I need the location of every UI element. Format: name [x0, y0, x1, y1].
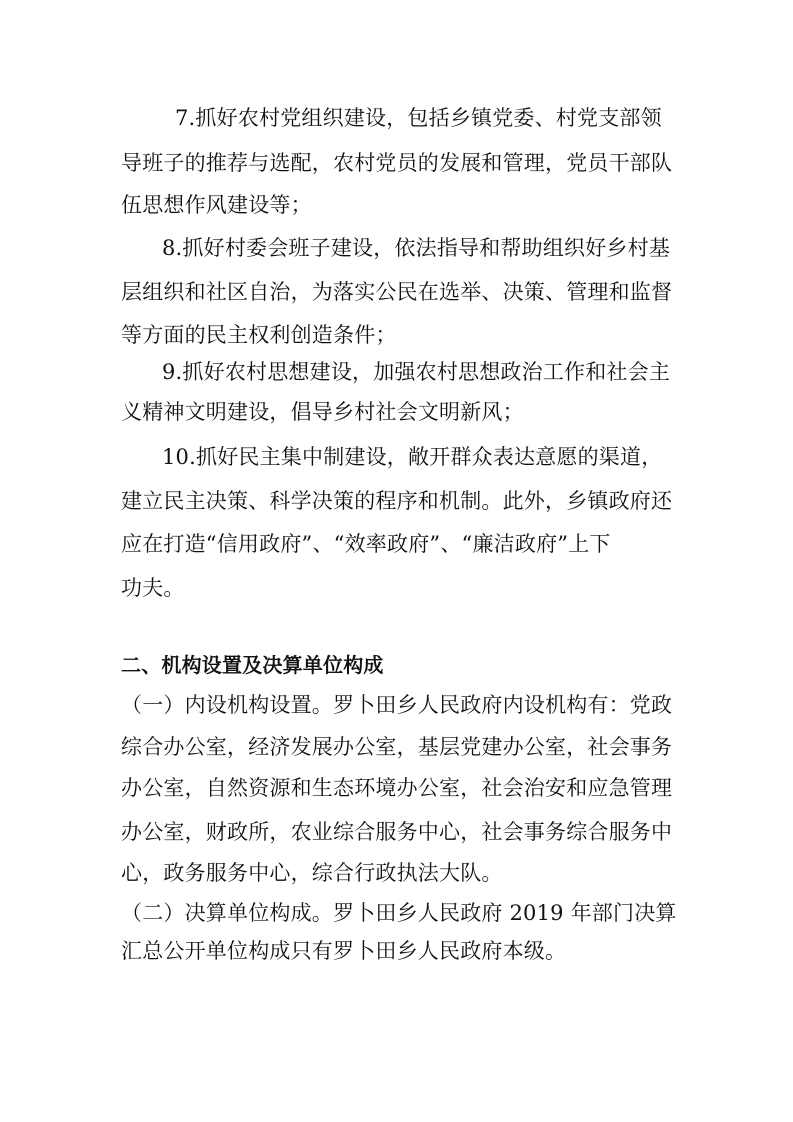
paragraph-10-line-1: 10.抓好民主集中制建设，敞开群众表达意愿的渠道，: [162, 445, 663, 469]
internal-structure-line-3: 办公室，自然资源和生态环境办公室，社会治安和应急管理: [121, 776, 673, 800]
paragraph-9-line-1: 9.抓好农村思想建设，加强农村思想政治工作和社会主: [162, 360, 671, 384]
internal-structure-line-5: 心，政务服务中心，综合行政执法大队。: [121, 861, 503, 885]
paragraph-7-line-3: 伍思想作风建设等；: [121, 193, 312, 217]
paragraph-8-line-3: 等方面的民主权利创造条件；: [121, 323, 397, 347]
internal-structure-line-2: 综合办公室，经济发展办公室，基层党建办公室，社会事务: [121, 735, 673, 759]
internal-structure-line-4: 办公室，财政所，农业综合服务中心，社会事务综合服务中: [121, 820, 673, 844]
internal-structure-line-1: （一）内设机构设置。罗卜田乡人民政府内设机构有：党政: [121, 693, 673, 717]
paragraph-10-line-4: 功夫。: [121, 576, 185, 600]
paragraph-8-line-2: 层组织和社区自治，为落实公民在选举、决策、管理和监督: [121, 280, 673, 304]
paragraph-10-line-2: 建立民主决策、科学决策的程序和机制。此外，乡镇政府还: [121, 489, 673, 513]
budget-unit-line-1: （二）决算单位构成。罗卜田乡人民政府 2019 年部门决算: [121, 901, 677, 925]
budget-unit-line-2: 汇总公开单位构成只有罗卜田乡人民政府本级。: [121, 939, 567, 963]
paragraph-7-line-2: 导班子的推荐与选配，农村党员的发展和管理，党员干部队: [121, 151, 673, 175]
section-heading: 二、机构设置及决算单位构成: [121, 653, 384, 677]
paragraph-10-line-3: 应在打造“信用政府”、“效率政府”、“廉洁政府”上下: [121, 532, 611, 556]
paragraph-8-line-1: 8.抓好村委会班子建设，依法指导和帮助组织好乡村基: [162, 236, 671, 260]
paragraph-9-line-2: 义精神文明建设，倡导乡村社会文明新风；: [121, 400, 524, 424]
paragraph-7-line-1: 7.抓好农村党组织建设，包括乡镇党委、村党支部领: [175, 106, 662, 130]
